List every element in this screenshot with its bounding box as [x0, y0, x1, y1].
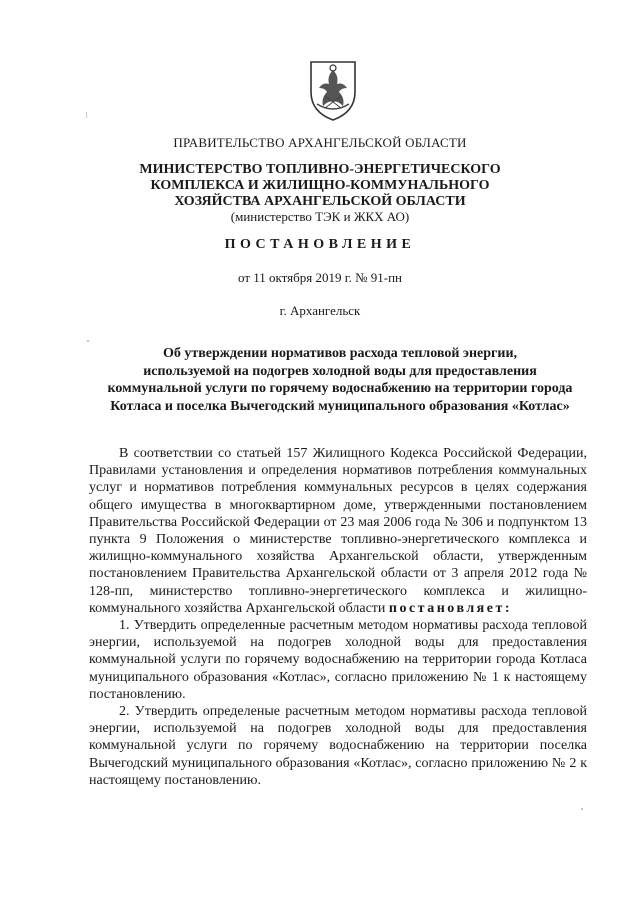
subject-line: Котласа и поселка Вычегодский муниципального образования «Котлас» [110, 398, 570, 414]
item-1-paragraph: 1. Утвердить определенные расчетным методом нормативы расхода тепловой энергии, используемой на подогрев холодной воды для предоставления коммунальной услуги по горячему водоснабжению на территории города Котласа муниципального образования «Котлас», согласно приложению № 1 к настоящему постановлению. [89, 618, 587, 702]
date-and-number: от 11 октября 2019 г. № 91-пн [237, 270, 403, 285]
preamble-paragraph [89, 445, 587, 617]
coat-of-arms-emblem [303, 58, 363, 122]
preamble-text: В соответствии со статьей 157 Жилищного Кодекса Российской Федерации, Правилами установления и определения нормативов потребления коммунальных услуг и нормативов потребления коммунальных ресурсов в целях содержания общего имущества в многоквартирном доме, утвержденными постановлением Правительства Российской Федерации от 23 мая 2006 года № 306 и подпунктом 13 пункта 9 Положения о министерстве топливно-энергетического комплекса и жилищно-коммунального хозяйства Архангельской области, утвержденным постановлением Правительства Архангельской области от 3 апреля 2012 года № 128-пп, министерство топливно-энергетического комплекса и жилищно-коммунального хозяйства Архангельской области [89, 446, 587, 616]
city-name: г. Архангельск [279, 303, 361, 318]
subject-line: коммунальной услуги по горячему водоснабжению на территории города [107, 381, 573, 396]
document-body [89, 445, 587, 789]
ministry-line: ХОЗЯЙСТВА АРХАНГЕЛЬСКОЙ ОБЛАСТИ [174, 194, 466, 209]
ministry-name [0, 162, 640, 210]
document-type-title: ПОСТАНОВЛЕНИЕ [224, 237, 416, 252]
subject-line: Об утверждении нормативов расхода тепловой энергии, [162, 346, 518, 361]
government-name: ПРАВИТЕЛЬСТВО АРХАНГЕЛЬСКОЙ ОБЛАСТИ [173, 135, 467, 150]
item-2-paragraph: 2. Утвердить определеные расчетным методом нормативы расхода тепловой энергии, используемой на подогрев холодной воды для предоставления коммунальной услуги по горячему водоснабжению на территории поселка Вычегодский муниципального образования «Котлас», согласно приложению № 2 к настоящему постановлению. [89, 704, 587, 788]
resolves-word: постановляет: [388, 600, 513, 616]
ministry-line: КОМПЛЕКСА И ЖИЛИЩНО-КОММУНАЛЬНОГО [150, 178, 490, 193]
scan-speck [581, 808, 583, 810]
ministry-line: МИНИСТЕРСТВО ТОПЛИВНО-ЭНЕРГЕТИЧЕСКОГО [139, 162, 501, 177]
document-subject [60, 345, 620, 415]
subject-line: используемой на подогрев холодной воды для предоставления [143, 363, 537, 379]
scan-mark [86, 112, 87, 118]
ministry-abbreviation: (министерство ТЭК и ЖКХ АО) [230, 209, 410, 224]
scan-speck [87, 340, 89, 342]
